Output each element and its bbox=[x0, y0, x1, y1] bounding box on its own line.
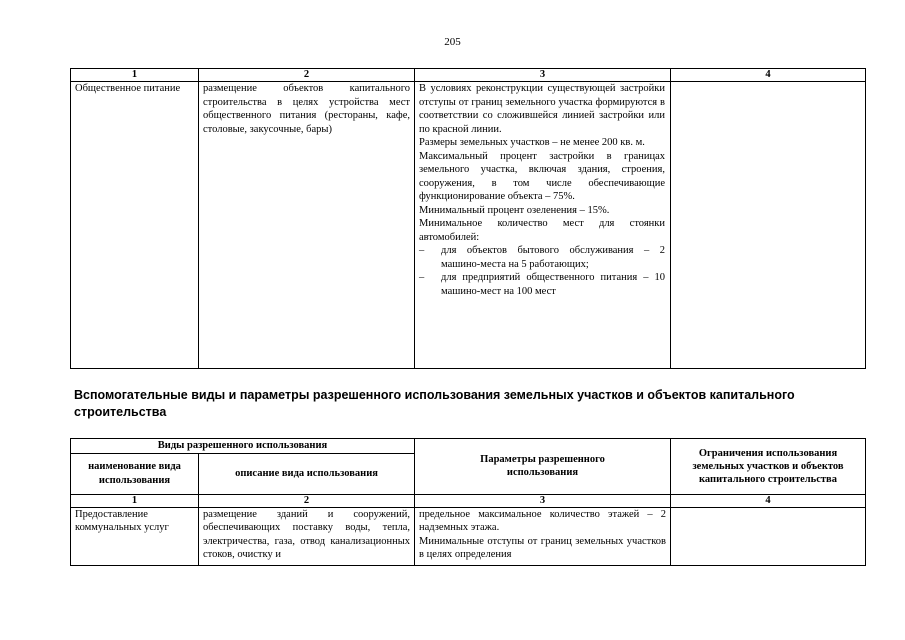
page-number: 205 bbox=[444, 36, 461, 48]
column-number: 2 bbox=[199, 494, 415, 507]
param-text: Минимальный процент озеленения – 15%. bbox=[419, 204, 610, 216]
table-row bbox=[71, 507, 866, 565]
param-text: Размеры земельных участков – не менее 200 кв. м. bbox=[419, 137, 645, 148]
param-text: предельное максимальное количество этажей – 2 надземных этажа. bbox=[419, 508, 667, 533]
column-number: 2 bbox=[199, 69, 415, 82]
header-params: Параметры разрешенного использования bbox=[415, 439, 671, 495]
use-kind-description: размещение зданий и сооружений, обеспечивающих поставку воды, тепла, электричества, газа, отвод канализационных стоков, очистку и bbox=[199, 507, 415, 565]
header-kind-description: описание вида использования bbox=[199, 453, 415, 494]
header-kinds: Виды разрешенного использования bbox=[71, 439, 415, 454]
dash-bullet: – bbox=[419, 272, 425, 283]
column-number: 1 bbox=[71, 494, 199, 507]
main-table bbox=[70, 68, 866, 369]
dash-bullet: – bbox=[419, 245, 425, 256]
column-number: 3 bbox=[415, 69, 671, 82]
header-restrictions: Ограничения использования земельных участков и объектов капитального строительства bbox=[671, 439, 866, 495]
use-params bbox=[415, 507, 671, 565]
column-number: 3 bbox=[415, 494, 671, 507]
param-text: В условиях реконструкции существующей застройки отступы от границ земельного участка формируются в соответствии со сложившейся линией застройки или по красной линии. bbox=[419, 83, 665, 135]
use-kind-name: Предоставление коммунальных услуг bbox=[71, 507, 199, 565]
column-number: 4 bbox=[671, 69, 866, 82]
column-number: 4 bbox=[671, 494, 866, 507]
aux-table bbox=[70, 438, 866, 566]
param-list-item: – для объектов бытового обслуживания – 2 машино-места на 5 работающих; bbox=[419, 245, 665, 270]
section-heading: Вспомогательные виды и параметры разрешенного использования земельных участков и объектов капитального строительства bbox=[74, 388, 795, 419]
use-restrictions bbox=[671, 507, 866, 565]
header-row bbox=[71, 439, 866, 454]
param-text: Минимальные отступы от границ земельных участков в целях определения bbox=[419, 535, 667, 560]
column-number: 1 bbox=[71, 69, 199, 82]
column-number-row bbox=[71, 494, 866, 507]
column-number-row bbox=[71, 69, 866, 82]
param-list-item: – для предприятий общественного питания – 10 машино-мест на 100 мест bbox=[419, 272, 665, 297]
use-params bbox=[415, 82, 671, 369]
use-kind-name: Общественное питание bbox=[71, 82, 199, 369]
table-row bbox=[71, 82, 866, 369]
use-restrictions bbox=[671, 82, 866, 369]
param-text: Минимальное количество мест для стоянки автомобилей: bbox=[419, 218, 665, 243]
param-text: Максимальный процент застройки в границах земельного участка, включая здания, строения, сооружения, в том числе обеспечивающие функционирование объекта – 75%. bbox=[419, 150, 665, 202]
header-kind-name: наименование вида использования bbox=[71, 453, 199, 494]
use-kind-description: размещение объектов капитального строительства в целях устройства мест общественного питания (рестораны, кафе, столовые, закусочные, бары) bbox=[199, 82, 415, 369]
